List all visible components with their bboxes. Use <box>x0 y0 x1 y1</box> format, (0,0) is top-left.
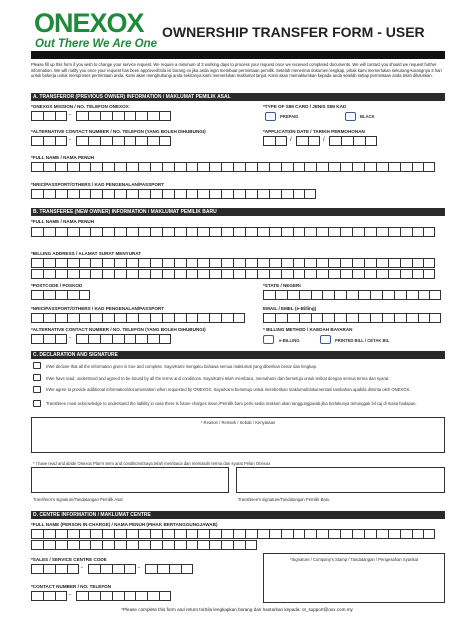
transferor-nric-label: *NRIC/PASSPORT/OTHERS / KAD PENGENALAN/PASSPORT <box>31 182 165 187</box>
section-d-header: D. CENTRE INFORMATION / MAKLUMAT CENTRE <box>31 511 445 519</box>
postcode-label: *POSTCODE / POSKOD <box>31 283 83 288</box>
section-b-header: B. TRANSFEREE (NEW OWNER) INFORMATION / MAKLUMAT PEMILIK BARU <box>31 208 445 216</box>
email-label: EMAIL / EMEL (e-Billing) <box>263 306 317 311</box>
declaration-1-checkbox[interactable] <box>33 362 41 369</box>
billing-address-label: *BILLING ADDRESS / ALAMAT SURAT MENYURAT <box>31 251 142 256</box>
ebilling-checkbox[interactable] <box>263 335 274 344</box>
black-checkbox[interactable] <box>345 112 356 121</box>
tnc-acknowledgement: * I have read and abide Onexox Plan's term and conditions/Saya telah membaca dan mematuhi terma dan syarat Pelan Onexox <box>33 461 271 466</box>
application-date-day[interactable] <box>263 136 287 146</box>
centre-person-field-2[interactable] <box>31 540 257 550</box>
prepaid-label: PREPAID <box>280 114 299 119</box>
transferor-signature-label: Transferor's signature/Tandatangan Pemilik Asal <box>33 497 123 502</box>
postcode-field[interactable] <box>31 290 90 300</box>
application-date-year[interactable] <box>329 136 377 146</box>
transferor-name-field[interactable] <box>31 162 435 172</box>
declaration-1-text: I/We declare that all the information given is true and complete. Saya/Kami mengaku bahawa semua maklumat yang diberikan benar dan lengkap. <box>46 364 318 369</box>
declaration-3-checkbox[interactable] <box>33 386 41 393</box>
transferee-contact-field-2[interactable] <box>76 334 171 344</box>
transferor-name-label: *FULL NAME / NAMA PENUH <box>31 155 95 160</box>
ebilling-label: e-BILLING <box>279 338 300 343</box>
centre-contact-field[interactable] <box>31 591 67 601</box>
transferee-signature-box[interactable] <box>236 467 445 493</box>
transferee-contact-field[interactable] <box>31 334 67 344</box>
billing-address-line-1[interactable] <box>31 258 435 268</box>
centre-code-field-1[interactable] <box>31 564 79 574</box>
declaration-2-text: I/We have read, understood and agreed to be bound by all the terms and conditions. Saya/Kami telah membaca, memahami dan bersetuju untuk terikat dengan semua terma dan syarat. <box>46 376 390 381</box>
footer-note: *Please complete this form and return to/Sila lengkapkan borang dan hantarkan kepada: ot_support@oxx.com.my <box>121 607 353 612</box>
email-field[interactable] <box>263 313 441 323</box>
transferee-contact-label: *ALTERNATIVE CONTACT NUMBER / NO. TELEFON (YANG BOLEH DIHUBUNGI) <box>31 327 206 332</box>
transferee-signature-label: Transferee's signature/Tandatangan Pemilik Baru <box>238 497 330 502</box>
alt-contact-field-2[interactable] <box>76 136 171 146</box>
centre-person-field[interactable] <box>31 529 435 539</box>
declaration-3-text: I/We agree to provide additional information/documentation when requested by ONEXOX. Saya/Kami bersetuju untuk memberikan maklumat/dokumentasi tambahan apabila diminta oleh ONEXOX. <box>46 387 411 392</box>
declaration-2-checkbox[interactable] <box>33 374 41 381</box>
company-stamp-label: *Signature / Company's Stamp / Tandatangan / Pengesahan Syarikat <box>289 557 419 562</box>
transferor-nric-field[interactable] <box>31 189 316 199</box>
printed-bill-checkbox[interactable] <box>320 335 331 344</box>
printed-bill-label: PRINTED BILL / CETAK BIL <box>335 338 390 343</box>
onexox-number-field-2[interactable] <box>76 111 171 121</box>
declaration-4-checkbox[interactable] <box>33 400 41 407</box>
billing-method-label: * BILLING METHOD / KAEDAH BAYARAN <box>263 327 353 332</box>
transferee-nric-label: *NRIC/PASSPORT/OTHERS / KAD PENGENALAN/PASSPORT <box>31 306 165 311</box>
declaration-4-text: Transferee must acknowledge to understand the liability in case there is future charges issue./Pemilik baru perlu sedia maklum akan tanggungjawab jika berlakunya tertunggak bil caj di masa hadapan. <box>46 401 417 406</box>
onexox-number-label: *ONEXOX MISSION / NO. TELEFON ONEXOX <box>31 104 129 109</box>
billing-address-line-2[interactable] <box>31 269 435 279</box>
onexox-number-field[interactable] <box>31 111 67 121</box>
alt-contact-label: *ALTERNATIVE CONTACT NUMBER / NO. TELEFON (YANG BOLEH DIHUBUNGI) <box>31 129 206 134</box>
black-label: BLACK <box>360 114 375 119</box>
sim-type-label: *TYPE OF SIM CARD / JENIS SIM KAD <box>263 104 347 109</box>
transferee-name-field[interactable] <box>31 227 435 237</box>
centre-code-label: *SALES / SERVICE CENTRE CODE <box>31 557 107 562</box>
centre-contact-field-2[interactable] <box>76 591 171 601</box>
prepaid-checkbox[interactable] <box>265 112 276 121</box>
centre-person-label: *FULL NAME (PERSON IN-CHARGE) / NAMA PENUH (PIHAK BERTANGGUNGJAWAB) <box>31 522 218 527</box>
reason-label: * Reason / Remark / Sebab / Kenyataan <box>200 420 276 425</box>
centre-code-field-3[interactable] <box>145 564 193 574</box>
transferee-name-label: *FULL NAME / NAMA PENUH <box>31 219 95 224</box>
transferor-signature-box[interactable] <box>31 467 229 493</box>
brand-tagline: Out There We Are One <box>35 38 158 50</box>
state-label: *STATE / NEGERI <box>263 283 301 288</box>
centre-code-field-2[interactable] <box>88 564 136 574</box>
brand-logo: ONEXOX <box>34 8 144 38</box>
alt-contact-field[interactable] <box>31 136 67 146</box>
header-divider <box>31 51 445 59</box>
intro-paragraph: Please fill up this form if you wish to change your service request. We require a minimum of 3 working days to process your request once we received completed documents. We will contact you should we request further information. We will notify you once your request has been approved/Sila isi borang ini jika anda ingin membuat permintaan pemilik. Setelah menerima dokumen lengkap, pihak kami memerlukan sekurang-kurangnya 3 hari untuk bekerja untuk memproses permintaan anda. Kami akan menghubungi anda sekiranya kami memerlukan maklumat lanjut. Kami akan memaklumkan kepada anda setelah setiap permintaan anda telah diluluskan. <box>31 62 442 79</box>
application-date-label: *APPLICATION DATE / TARIKH PERMOHONAN <box>263 129 365 134</box>
transferee-nric-field[interactable] <box>31 313 245 323</box>
form-title: OWNERSHIP TRANSFER FORM - USER <box>162 24 425 40</box>
centre-contact-label: *CONTACT NUMBER / NO. TELEFON <box>31 584 112 589</box>
section-c-header: C. DECLARATION AND SIGNATURE <box>31 351 445 359</box>
state-field[interactable] <box>263 290 441 300</box>
application-date-month[interactable] <box>296 136 320 146</box>
section-a-header: A. TRANSFEROR (PREVIOUS OWNER) INFORMATION / MAKLUMAT PEMILIK ASAL <box>31 93 445 101</box>
